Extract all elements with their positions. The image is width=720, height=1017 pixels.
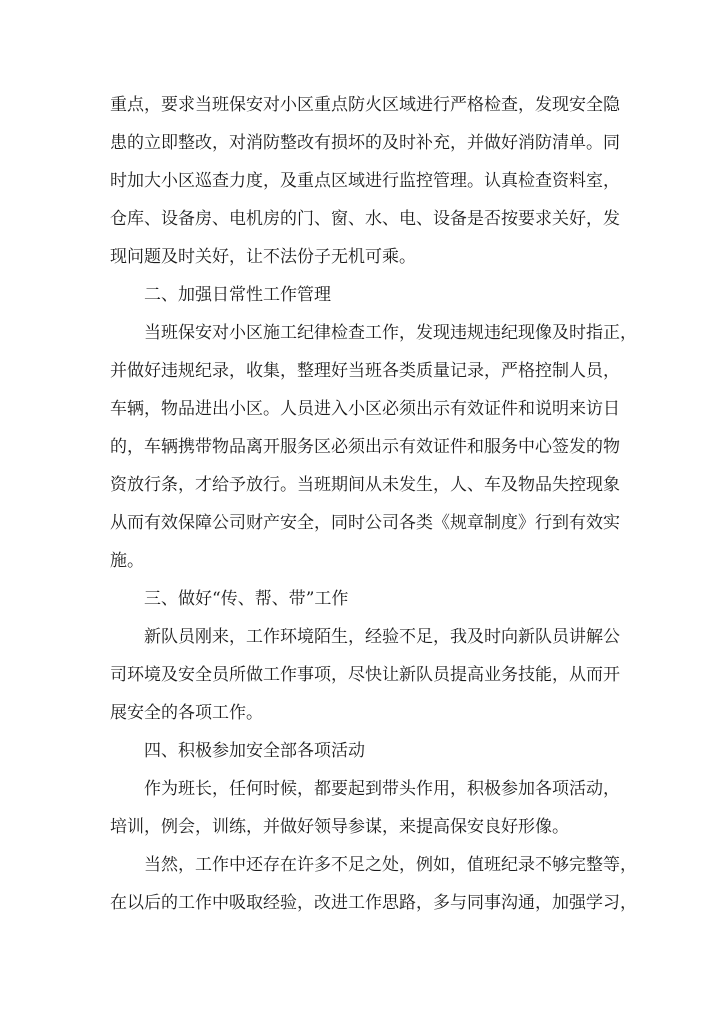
section-heading: 二、加强日常性工作管理	[144, 285, 331, 305]
text-line: 当班保安对小区施工纪律检查工作，发现违规违纪现像及时指正，	[144, 323, 637, 343]
text-line: 从而有效保障公司财产安全，同时公司各类《规章制度》行到有效实	[110, 513, 620, 533]
text-line: 新队员刚来，工作环境陌生，经验不足，我及时向新队员讲解公	[144, 627, 620, 647]
document-body	[110, 86, 637, 922]
text-line: 作为班长，任何时候，都要起到带头作用，积极参加各项活动，	[144, 779, 620, 799]
text-line: 在以后的工作中吸取经验，改进工作思路，多与同事沟通，加强学习，	[110, 893, 637, 913]
text-line: 重点，要求当班保安对小区重点防火区域进行严格检查，发现安全隐	[110, 95, 620, 115]
section-heading: 三、做好“传、帮、带”工作	[144, 589, 349, 609]
text-line: 培训，例会，训练，并做好领导参谋，来提高保安良好形像。	[110, 817, 569, 837]
text-line: 现问题及时关好，让不法份子无机可乘。	[110, 247, 416, 267]
text-line: 仓库、设备房、电机房的门、窗、水、电、设备是否按要求关好，发	[110, 209, 620, 229]
text-line: 时加大小区巡查力度，及重点区域进行监控管理。认真检查资料室，	[110, 171, 620, 191]
text-line: 的，车辆携带物品离开服务区必须出示有效证件和服务中心签发的物	[110, 437, 620, 457]
text-line: 展安全的各项工作。	[110, 703, 263, 723]
text-line: 施。	[110, 551, 144, 571]
text-line: 患的立即整改，对消防整改有损坏的及时补充，并做好消防清单。同	[110, 133, 620, 153]
text-line: 资放行条，才给予放行。当班期间从未发生，人、车及物品失控现象	[110, 475, 620, 495]
text-line: 车辆，物品进出小区。人员进入小区必须出示有效证件和说明来访日	[110, 399, 620, 419]
text-line: 司环境及安全员所做工作事项，尽快让新队员提高业务技能，从而开	[110, 665, 620, 685]
section-heading: 四、积极参加安全部各项活动	[144, 741, 365, 761]
text-line: 并做好违规纪录，收集，整理好当班各类质量记录，严格控制人员，	[110, 361, 620, 381]
text-line: 当然，工作中还存在许多不足之处，例如，值班纪录不够完整等，	[144, 855, 637, 875]
